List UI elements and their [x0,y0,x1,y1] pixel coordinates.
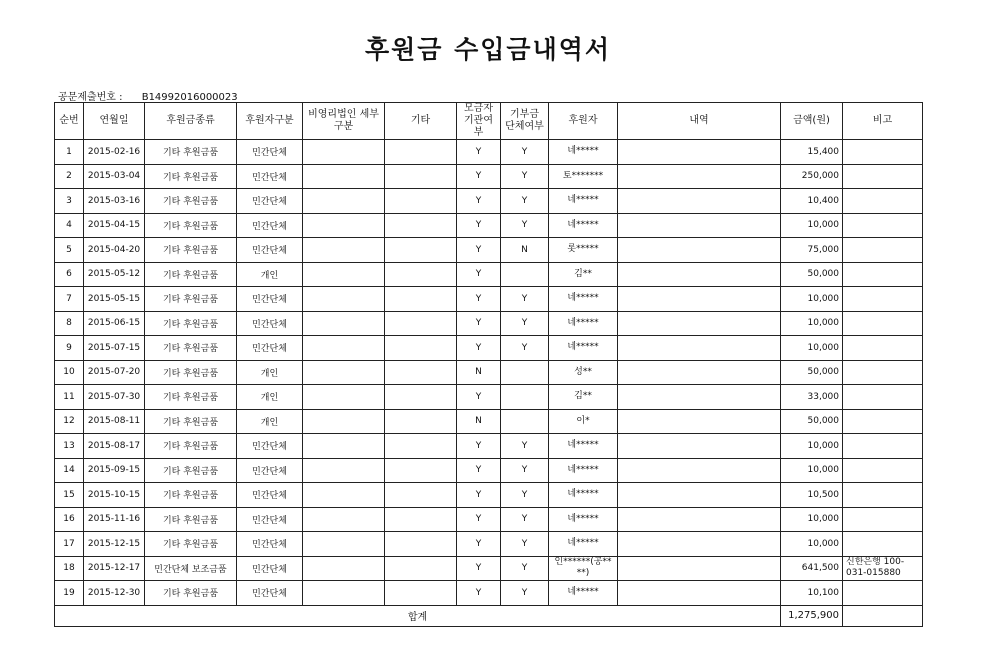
row-etc [385,164,457,189]
row-donor: 이* [549,409,618,434]
row-no: 17 [55,532,84,557]
row-fundraising: Y [457,164,501,189]
row-deduction: Y [501,311,549,336]
row-amount: 10,000 [781,434,843,459]
row-nonprofit-detail [303,434,385,459]
row-donor: 김** [549,385,618,410]
row-etc [385,385,457,410]
row-etc [385,336,457,361]
row-date: 2015-07-15 [84,336,145,361]
row-date: 2015-11-16 [84,507,145,532]
table-row [55,483,923,508]
row-amount: 10,400 [781,189,843,214]
row-donor: 토******* [549,164,618,189]
row-date: 2015-12-17 [84,556,145,581]
row-amount: 10,000 [781,311,843,336]
row-type: 기타 후원금품 [145,189,237,214]
table-row [55,238,923,263]
total-note [843,605,923,626]
row-note [843,483,923,508]
row-detail [618,213,781,238]
row-no: 11 [55,385,84,410]
row-donor: 네***** [549,507,618,532]
row-no: 13 [55,434,84,459]
row-type: 기타 후원금품 [145,483,237,508]
row-etc [385,581,457,606]
row-detail [618,287,781,312]
row-nonprofit-detail [303,409,385,434]
row-note [843,189,923,214]
row-nonprofit-detail [303,238,385,263]
row-type: 기타 후원금품 [145,140,237,165]
row-etc [385,434,457,459]
row-no: 19 [55,581,84,606]
row-nonprofit-detail [303,385,385,410]
row-donor: 네***** [549,581,618,606]
row-detail [618,556,781,581]
row-etc [385,238,457,263]
row-no: 1 [55,140,84,165]
table-row [55,287,923,312]
row-type: 기타 후원금품 [145,238,237,263]
row-date: 2015-03-16 [84,189,145,214]
row-nonprofit-detail [303,483,385,508]
table-row [55,189,923,214]
row-donor-kind: 민간단체 [237,189,303,214]
row-no: 8 [55,311,84,336]
row-detail [618,434,781,459]
row-no: 7 [55,287,84,312]
table-header-row [55,103,923,140]
col-amount: 금액(원) [781,103,843,140]
row-fundraising: Y [457,385,501,410]
row-deduction: Y [501,556,549,581]
row-type: 기타 후원금품 [145,164,237,189]
row-fundraising: Y [457,336,501,361]
row-donor: 네***** [549,483,618,508]
row-date: 2015-09-15 [84,458,145,483]
row-note [843,409,923,434]
row-date: 2015-03-04 [84,164,145,189]
row-donor-kind: 개인 [237,385,303,410]
row-type: 기타 후원금품 [145,336,237,361]
row-nonprofit-detail [303,213,385,238]
row-fundraising: Y [457,213,501,238]
row-date: 2015-04-15 [84,213,145,238]
row-amount: 75,000 [781,238,843,263]
row-type: 기타 후원금품 [145,385,237,410]
row-fundraising: Y [457,287,501,312]
row-fundraising: Y [457,581,501,606]
row-amount: 10,500 [781,483,843,508]
table-row [55,507,923,532]
row-donor-kind: 민간단체 [237,581,303,606]
row-type: 기타 후원금품 [145,581,237,606]
table-row [55,385,923,410]
row-amount: 33,000 [781,385,843,410]
row-donor: 네***** [549,336,618,361]
row-deduction: Y [501,287,549,312]
row-amount: 10,000 [781,213,843,238]
row-no: 2 [55,164,84,189]
row-note [843,213,923,238]
total-amount: 1,275,900 [781,605,843,626]
row-detail [618,532,781,557]
row-no: 10 [55,360,84,385]
row-amount: 50,000 [781,360,843,385]
row-detail [618,164,781,189]
row-donor: 네***** [549,189,618,214]
row-fundraising: Y [457,140,501,165]
row-donor: 네***** [549,213,618,238]
row-detail [618,140,781,165]
row-fundraising: Y [457,434,501,459]
row-nonprofit-detail [303,581,385,606]
doc-number-value: B14992016000023 [141,92,238,103]
row-type: 기타 후원금품 [145,213,237,238]
row-amount: 50,000 [781,409,843,434]
row-date: 2015-04-20 [84,238,145,263]
row-donor-kind: 민간단체 [237,483,303,508]
donation-table [54,102,923,627]
row-donor-kind: 개인 [237,262,303,287]
row-date: 2015-05-12 [84,262,145,287]
row-nonprofit-detail [303,287,385,312]
row-detail [618,189,781,214]
row-detail [618,483,781,508]
row-fundraising: Y [457,483,501,508]
row-no: 14 [55,458,84,483]
row-etc [385,140,457,165]
table-row [55,213,923,238]
row-date: 2015-10-15 [84,483,145,508]
row-etc [385,287,457,312]
row-detail [618,385,781,410]
row-no: 6 [55,262,84,287]
row-donor: 네***** [549,287,618,312]
row-deduction [501,385,549,410]
row-deduction: Y [501,458,549,483]
row-donor-kind: 민간단체 [237,434,303,459]
row-donor: 네***** [549,458,618,483]
row-fundraising: Y [457,262,501,287]
row-donor-kind: 민간단체 [237,336,303,361]
row-donor: 네***** [549,532,618,557]
row-type: 기타 후원금품 [145,458,237,483]
row-no: 9 [55,336,84,361]
row-detail [618,336,781,361]
row-donor-kind: 민간단체 [237,532,303,557]
table-row [55,262,923,287]
row-detail [618,507,781,532]
row-amount: 10,000 [781,458,843,483]
row-amount: 10,000 [781,532,843,557]
row-amount: 15,400 [781,140,843,165]
row-donor-kind: 민간단체 [237,287,303,312]
row-no: 16 [55,507,84,532]
col-date: 연월일 [84,103,145,140]
row-donor-kind: 민간단체 [237,213,303,238]
row-note [843,164,923,189]
row-date: 2015-07-20 [84,360,145,385]
row-nonprofit-detail [303,507,385,532]
row-type: 기타 후원금품 [145,287,237,312]
row-date: 2015-08-11 [84,409,145,434]
row-deduction: Y [501,213,549,238]
row-donor-kind: 민간단체 [237,164,303,189]
row-etc [385,458,457,483]
row-note [843,458,923,483]
row-etc [385,409,457,434]
row-type: 기타 후원금품 [145,532,237,557]
row-amount: 250,000 [781,164,843,189]
table-row [55,360,923,385]
row-detail [618,262,781,287]
col-donor-kind: 후원자구분 [237,103,303,140]
row-donor: 인******(공** **) [549,556,618,581]
row-fundraising: Y [457,311,501,336]
row-note [843,238,923,263]
row-no: 12 [55,409,84,434]
doc-number [58,88,238,103]
row-date: 2015-02-16 [84,140,145,165]
row-nonprofit-detail [303,360,385,385]
row-donor-kind: 개인 [237,360,303,385]
row-donor: 네***** [549,434,618,459]
row-note [843,532,923,557]
row-type: 기타 후원금품 [145,434,237,459]
col-type: 후원금종류 [145,103,237,140]
row-fundraising: Y [457,532,501,557]
col-fundraising: 모금자 기관여부 [457,103,501,140]
row-note [843,385,923,410]
row-detail [618,311,781,336]
row-nonprofit-detail [303,189,385,214]
table-row [55,581,923,606]
row-donor: 김** [549,262,618,287]
row-nonprofit-detail [303,262,385,287]
row-etc [385,532,457,557]
row-etc [385,311,457,336]
row-deduction: Y [501,483,549,508]
table-row [55,556,923,581]
row-etc [385,360,457,385]
row-note [843,360,923,385]
row-donor-kind: 민간단체 [237,556,303,581]
row-detail [618,581,781,606]
row-note [843,434,923,459]
row-etc [385,262,457,287]
table-row [55,164,923,189]
row-no: 4 [55,213,84,238]
doc-number-label: 공문제출번호 : [58,92,123,103]
row-donor-kind: 민간단체 [237,238,303,263]
row-fundraising: Y [457,458,501,483]
row-detail [618,458,781,483]
row-nonprofit-detail [303,532,385,557]
row-fundraising: N [457,360,501,385]
row-deduction: Y [501,140,549,165]
row-etc [385,213,457,238]
row-detail [618,238,781,263]
col-no: 순번 [55,103,84,140]
col-deduction: 기부금 단체여부 [501,103,549,140]
row-type: 민간단체 보조금품 [145,556,237,581]
table-row [55,311,923,336]
row-note [843,262,923,287]
row-type: 기타 후원금품 [145,311,237,336]
row-no: 15 [55,483,84,508]
row-deduction: Y [501,507,549,532]
row-donor-kind: 개인 [237,409,303,434]
row-type: 기타 후원금품 [145,507,237,532]
total-label: 합계 [55,605,781,626]
row-amount: 10,000 [781,336,843,361]
row-donor-kind: 민간단체 [237,311,303,336]
row-fundraising: Y [457,238,501,263]
table-row [55,140,923,165]
row-donor: 롯***** [549,238,618,263]
row-donor-kind: 민간단체 [237,140,303,165]
row-detail [618,360,781,385]
table-row [55,458,923,483]
row-note: 신한은행 100-031-015880 [843,556,923,581]
total-row [55,605,923,626]
row-etc [385,483,457,508]
row-deduction: Y [501,336,549,361]
row-amount: 641,500 [781,556,843,581]
row-date: 2015-12-30 [84,581,145,606]
row-deduction: Y [501,581,549,606]
col-note: 비고 [843,103,923,140]
row-amount: 10,000 [781,507,843,532]
row-deduction [501,262,549,287]
row-note [843,581,923,606]
row-note [843,311,923,336]
col-etc: 기타 [385,103,457,140]
table-row [55,532,923,557]
row-nonprofit-detail [303,140,385,165]
row-note [843,507,923,532]
row-date: 2015-12-15 [84,532,145,557]
row-no: 3 [55,189,84,214]
document-title: 후원금 수입금내역서 [364,35,612,64]
row-fundraising: Y [457,507,501,532]
row-fundraising: N [457,409,501,434]
row-deduction [501,409,549,434]
row-no: 5 [55,238,84,263]
table-row [55,336,923,361]
row-fundraising: Y [457,556,501,581]
row-date: 2015-05-15 [84,287,145,312]
row-deduction: Y [501,532,549,557]
row-nonprofit-detail [303,336,385,361]
row-donor: 성** [549,360,618,385]
row-deduction [501,360,549,385]
row-type: 기타 후원금품 [145,262,237,287]
row-etc [385,507,457,532]
row-note [843,287,923,312]
row-donor: 네***** [549,140,618,165]
row-deduction: N [501,238,549,263]
row-amount: 50,000 [781,262,843,287]
col-nonprofit-detail: 비영리법인 세부구분 [303,103,385,140]
row-nonprofit-detail [303,311,385,336]
col-donor: 후원자 [549,103,618,140]
row-no: 18 [55,556,84,581]
table-row [55,409,923,434]
row-type: 기타 후원금품 [145,360,237,385]
row-note [843,336,923,361]
table-row [55,434,923,459]
row-note [843,140,923,165]
row-etc [385,556,457,581]
row-detail [618,409,781,434]
row-deduction: Y [501,434,549,459]
row-nonprofit-detail [303,556,385,581]
row-date: 2015-07-30 [84,385,145,410]
row-amount: 10,000 [781,287,843,312]
row-donor-kind: 민간단체 [237,507,303,532]
row-nonprofit-detail [303,164,385,189]
row-amount: 10,100 [781,581,843,606]
row-type: 기타 후원금품 [145,409,237,434]
row-etc [385,189,457,214]
row-donor-kind: 민간단체 [237,458,303,483]
row-nonprofit-detail [303,458,385,483]
row-deduction: Y [501,189,549,214]
row-fundraising: Y [457,189,501,214]
row-donor: 네***** [549,311,618,336]
row-deduction: Y [501,164,549,189]
col-detail: 내역 [618,103,781,140]
row-date: 2015-08-17 [84,434,145,459]
row-date: 2015-06-15 [84,311,145,336]
